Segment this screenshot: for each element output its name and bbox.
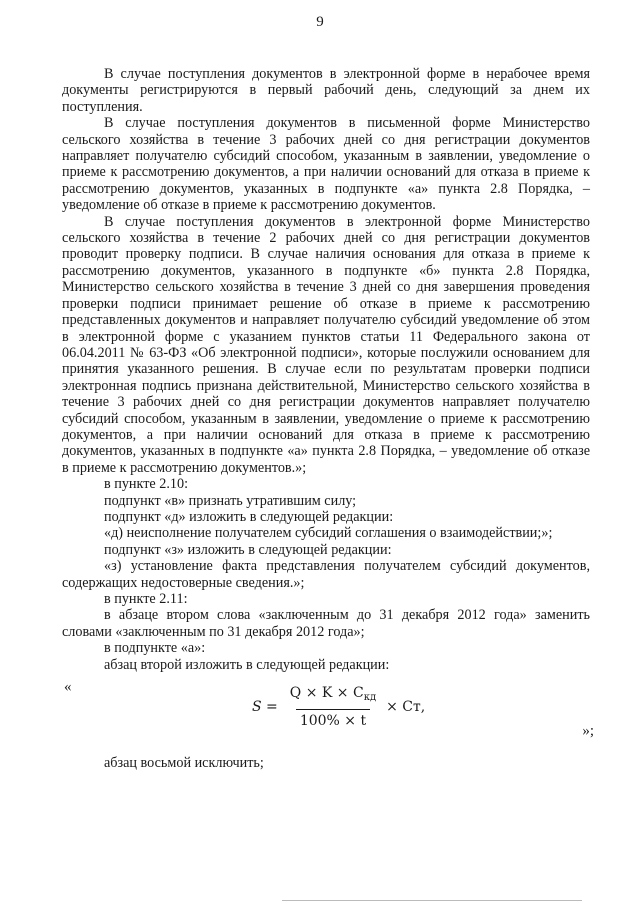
amendment-subpoint-d-text: «д) неисполнение получателем субсидий соглашения о взаимодействии;»; (104, 525, 553, 542)
formula-fraction (286, 685, 380, 730)
formula-block (62, 677, 594, 755)
paragraph-electronic-form: В случае поступления документов в электронной форме Министерство сельского хозяйства в течение 2 рабочих дней со дня регистрации документов проводит проверку подписи. В случае наличия основания для отказа в приеме к рассмотрению документов, указанного в подпункте «б» пункта 2.8 Порядка, Министерство сельского хозяйства в течение 3 дней со дня завершения проведения проверки подписи принимает решение об отказе в приеме к рассмотрению представленных документов и направляет получателю субсидий уведомление об этом в электронной форме с указанием пунктов статьи 11 Федерального закона от 06.04.2011 № 63-ФЗ «Об электронной подписи», которые послужили основанием для принятия указанного решения. В случае если по результатам проверки подписи электронная подпись признана действительной, Министерство сельского хозяйства в течение 3 рабочих дней со дня регистрации документов направляет получателю субсидий способом, указанным в заявлении, уведомление о приеме к рассмотрению документов, а при наличии оснований для отказа в приеме к рассмотрению документов, указанных в подпункте «а» пункта 2.8 Порядка, – уведомление об отказе в приеме к рассмотрению документов.»; (62, 213, 590, 476)
amendment-abzac-second: в абзаце втором слова «заключенным до 31 декабря 2012 года» заменить словами «заключенным по 31 декабря 2012 года»; (62, 607, 590, 640)
paragraph-electronic-nonworking: В случае поступления документов в электронной форме в нерабочее время документы регистрируются в первый рабочий день, следующий за днем их поступления. (62, 66, 590, 115)
amendment-point-2-11: в пункте 2.11: (104, 591, 188, 607)
amendment-subpoint-z-header: подпункт «з» изложить в следующей редакции: (104, 541, 392, 558)
document-body (62, 66, 594, 772)
page-number: 9 (316, 14, 324, 30)
formula-close-quote: »; (582, 723, 594, 740)
amendment-abzac-second-redaction: абзац второй изложить в следующей редакции: (104, 656, 390, 673)
formula-numerator-subscript: кд (363, 692, 377, 704)
amendment-subpoint-z-text: «з) установление факта представления получателем субсидий документов, содержащих недостоверные сведения.»; (62, 558, 590, 591)
formula-numerator-text: Q × K × C (289, 685, 364, 702)
subsidy-formula (252, 685, 425, 730)
formula-rhs: × Ст, (386, 699, 426, 716)
amendment-subpoint-d-header: подпункт «д» изложить в следующей редакции: (104, 508, 394, 525)
amendment-abzac-eighth: абзац восьмой исключить; (104, 755, 264, 772)
bottom-divider (282, 900, 582, 901)
amendment-point-2-10: в пункте 2.10: (104, 476, 189, 493)
amendment-subpoint-v: подпункт «в» признать утратившим силу; (104, 492, 357, 509)
formula-numerator (286, 685, 380, 709)
formula-denominator: 100% × t (296, 709, 370, 729)
paragraph-written-form: В случае поступления документов в письменной форме Министерство сельского хозяйства в течение 3 рабочих дней со дня регистрации документов направляет получателю субсидий способом, указанным в заявлении, уведомление о приеме к рассмотрению документов, а при наличии оснований для отказа в приеме к рассмотрению документов, указанных в подпункте «а» пункта 2.8 Порядка, – уведомление об отказе в приеме к рассмотрению документов. (62, 115, 590, 214)
formula-lhs: S = (252, 699, 278, 716)
formula-open-quote: « (64, 679, 72, 696)
amendment-subpoint-a: в подпункте «а»: (104, 640, 206, 657)
